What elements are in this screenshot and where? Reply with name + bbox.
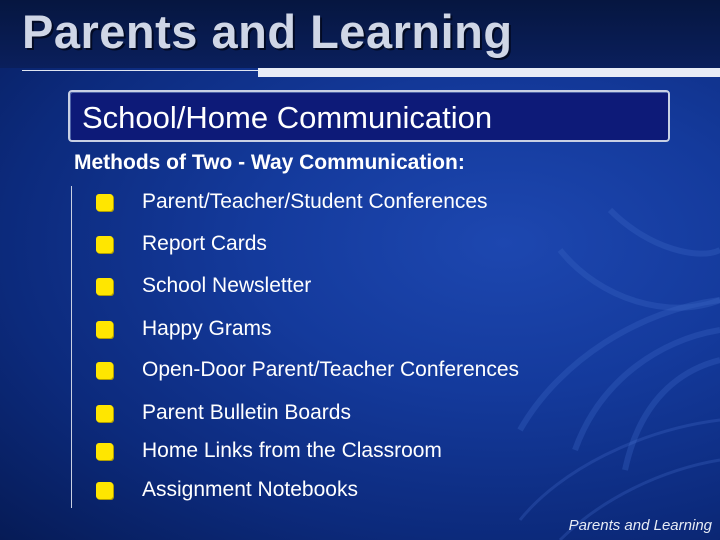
title-underline-thick bbox=[258, 68, 720, 77]
title-underline-thin bbox=[22, 70, 262, 71]
list-item bbox=[96, 230, 267, 258]
list-item-text: Parent/Teacher/Student Conferences bbox=[142, 190, 488, 213]
yellow-square-bullet-icon bbox=[96, 321, 113, 338]
list-item-text: Report Cards bbox=[142, 232, 267, 255]
list-item bbox=[96, 437, 442, 465]
list-item-text: Assignment Notebooks bbox=[142, 478, 358, 501]
list-vertical-line bbox=[71, 186, 72, 508]
list-item bbox=[96, 399, 351, 427]
list-item-text: Parent Bulletin Boards bbox=[142, 401, 351, 424]
list-item bbox=[96, 315, 272, 343]
yellow-square-bullet-icon bbox=[96, 362, 113, 379]
list-item bbox=[96, 476, 358, 504]
list-item-text: Home Links from the Classroom bbox=[142, 439, 442, 462]
footer-label: Parents and Learning bbox=[568, 517, 712, 534]
subtitle-box bbox=[68, 90, 670, 142]
yellow-square-bullet-icon bbox=[96, 278, 113, 295]
subtitle-text: School/Home Communication bbox=[82, 100, 493, 135]
list-item-text: School Newsletter bbox=[142, 274, 312, 297]
list-item bbox=[96, 188, 488, 216]
page-title: Parents and Learning bbox=[22, 5, 513, 58]
yellow-square-bullet-icon bbox=[96, 443, 113, 460]
yellow-square-bullet-icon bbox=[96, 194, 113, 211]
yellow-square-bullet-icon bbox=[96, 405, 113, 422]
list-item bbox=[96, 356, 519, 384]
list-item-text: Open-Door Parent/Teacher Conferences bbox=[142, 358, 520, 381]
yellow-square-bullet-icon bbox=[96, 482, 113, 499]
yellow-square-bullet-icon bbox=[96, 236, 113, 253]
list-item-text: Happy Grams bbox=[142, 317, 272, 340]
list-item bbox=[96, 272, 311, 300]
section-heading: Methods of Two - Way Communication: bbox=[74, 151, 465, 174]
